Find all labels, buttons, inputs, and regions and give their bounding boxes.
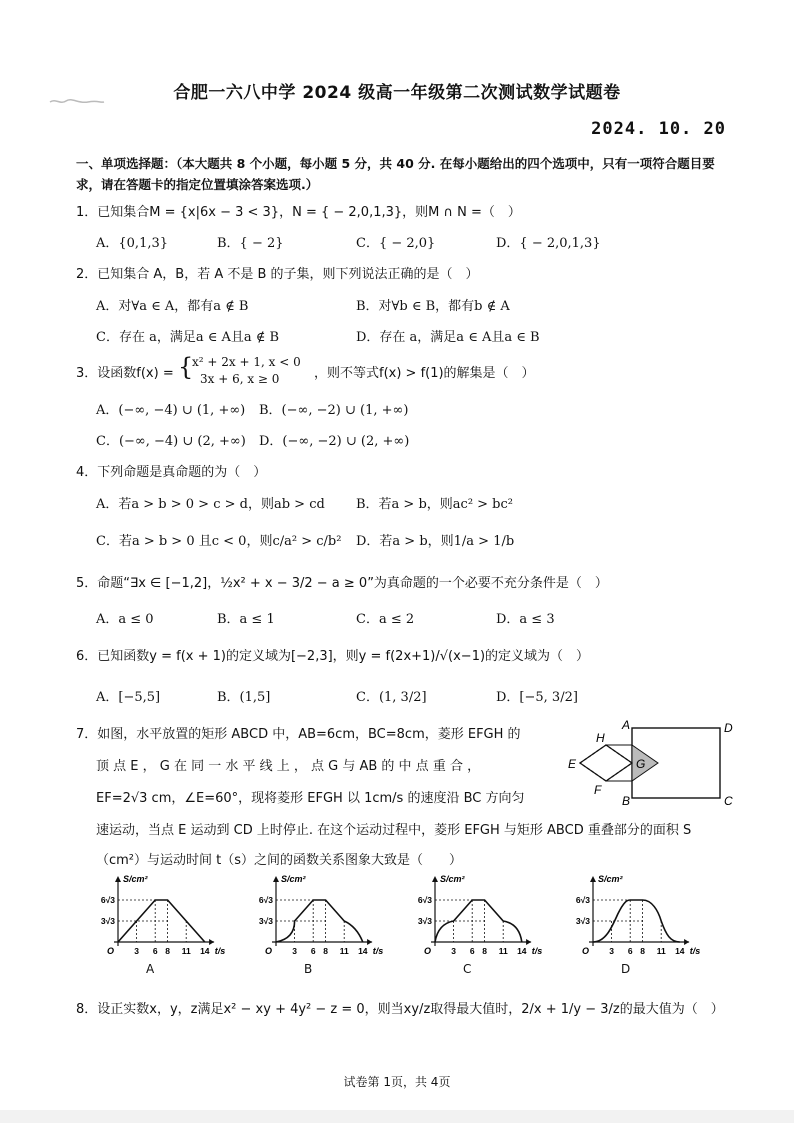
answer-chart-d[interactable] [565,870,705,980]
section-heading: 一、单项选择题：（本大题共 8 个小题，每小题 5 分，共 40 分. 在每小题给出的四个选项中，只有一项符合题目要求，请在答题卡的指定位置填涂答案选项.） [76,156,715,192]
answer-chart-c[interactable] [407,870,547,980]
q5-option-c[interactable]: C．a ≤ 2 [356,612,415,627]
y-axis-arrow [432,876,438,882]
page-footer: 试卷第 1页，共 4页 [343,1075,451,1089]
rhombus-efgh [580,745,632,781]
q4-option-d[interactable]: D．若a > b，则1/a > 1/b [356,534,515,549]
answer-chart-b[interactable] [248,870,388,980]
x-tick-label: 6 [469,946,475,956]
x-axis-arrow [526,939,531,945]
x-tick-label: 3 [609,946,614,956]
q4-option-c[interactable]: C．若a > b > 0 且c < 0，则c/a² > c/b² [96,534,342,549]
q3-stem-prefix: 3．设函数f(x) = [76,366,174,381]
x-tick-label: 14 [517,946,527,956]
q3-stem-suffix: ，则不等式f(x) > f(1)的解集是（ ） [314,366,535,381]
q3-option-c[interactable]: C．(−∞, −4) ∪ (2, +∞) [96,434,246,449]
y-tick-label: 3√3 [258,916,273,926]
x-axis-arrow [209,939,214,945]
q7-line-5: （cm²）与运动时间 t（s）之间的函数关系图象大致是（ ） [96,853,463,868]
y-axis-label: S/cm² [281,874,306,884]
answer-chart-caption-c: C [463,962,472,976]
y-tick-label: 6√3 [417,895,432,905]
y-tick-label: 6√3 [258,895,273,905]
label-C: C [724,794,733,808]
label-A: A [622,718,631,732]
q1-option-c[interactable]: C．{ − 2,0} [356,236,436,251]
label-E: E [568,757,577,771]
x-tick-label: 11 [656,946,666,956]
origin-label: O [582,946,590,956]
x-tick-label: 14 [675,946,685,956]
x-tick-label: 11 [181,946,191,956]
q6-option-a[interactable]: A．[−5,5] [96,690,161,705]
q1-option-d[interactable]: D．{ − 2,0,1,3} [496,236,601,251]
q1-stem: 1．已知集合M = {x|6x − 3 < 3}，N = { − 2,0,1,3}，则M ∩ N =（ ） [76,205,521,220]
label-B: B [622,794,631,808]
y-axis-label: S/cm² [440,874,465,884]
x-tick-label: 11 [339,946,349,956]
x-tick-label: 14 [200,946,210,956]
q6-option-c[interactable]: C．(1, 3/2] [356,690,427,705]
q5-stem: 5．命题“∃x ∈ [−1,2]，½x² + x − 3/2 − a ≥ 0”为真命题的一个必要不充分条件是（ ） [76,576,608,591]
x-tick-label: 3 [451,946,456,956]
bottom-gray-band [0,1110,794,1123]
x-axis-label: t/s [372,946,384,956]
q5-option-d[interactable]: D．a ≤ 3 [496,612,555,627]
q5-option-a[interactable]: A．a ≤ 0 [96,612,154,627]
q1-option-a[interactable]: A．{0,1,3} [96,236,169,251]
x-axis-label: t/s [689,946,701,956]
q3-brace: { [178,353,194,381]
answer-chart-caption-b: B [304,962,313,976]
q7-line-1: 7．如图，水平放置的矩形 ABCD 中，AB=6cm，BC=8cm，菱形 EFGH 的 [76,727,521,742]
x-tick-label: 6 [152,946,158,956]
q6-stem: 6．已知函数y = f(x + 1)的定义域为[−2,3]，则y = f(2x+1)/√(x−1)的定义域为（ ） [76,649,590,664]
y-axis-label: S/cm² [598,874,623,884]
q4-option-a[interactable]: A．若a > b > 0 > c > d，则ab > cd [96,497,325,512]
q8-stem: 8．设正实数x，y，z满足x² − xy + 4y² − z = 0，则当xy/z取得最大值时，2/x + 1/y − 3/z的最大值为（ ） [76,1002,724,1017]
y-axis-arrow [115,876,121,882]
q2-stem: 2．已知集合 A，B，若 A 不是 B 的子集，则下列说法正确的是（ ） [76,267,479,282]
x-axis-label: t/s [214,946,226,956]
q5-option-b[interactable]: B．a ≤ 1 [217,612,275,627]
x-axis-label: t/s [531,946,543,956]
q3-option-b[interactable]: B．(−∞, −2) ∪ (1, +∞) [259,403,409,418]
q4-stem: 4．下列命题是真命题的为（ ） [76,465,267,480]
q7-line-3: EF=2√3 cm，∠E=60°，现将菱形 EFGH 以 1cm/s 的速度沿 BC 方向匀 [96,791,525,806]
q7-geometry-figure [550,718,745,808]
q2-option-b[interactable]: B．对∀b ∈ B，都有b ∉ A [356,299,510,314]
q3-option-a[interactable]: A．(−∞, −4) ∪ (1, +∞) [96,403,246,418]
answer-chart-caption-a: A [146,962,155,976]
origin-label: O [107,946,115,956]
y-tick-label: 6√3 [100,895,115,905]
x-tick-label: 3 [292,946,297,956]
q3-piece-2: 3x + 6, x ≥ 0 [200,372,280,386]
q2-option-a[interactable]: A．对∀a ∈ A，都有a ∉ B [96,299,249,314]
y-axis-label: S/cm² [123,874,148,884]
label-F: F [594,783,602,797]
x-tick-label: 8 [482,946,487,956]
q3-piece-1: x² + 2x + 1, x < 0 [192,355,301,369]
y-tick-label: 3√3 [100,916,115,926]
y-tick-label: 6√3 [575,895,590,905]
x-axis-arrow [367,939,372,945]
q1-option-b[interactable]: B．{ − 2} [217,236,284,251]
y-tick-label: 3√3 [417,916,432,926]
origin-label: O [424,946,432,956]
x-tick-label: 3 [134,946,139,956]
x-tick-label: 8 [640,946,645,956]
label-H: H [596,731,605,745]
x-tick-label: 8 [165,946,170,956]
q4-option-b[interactable]: B．若a > b，则ac² > bc² [356,497,513,512]
rhombus-left-part [580,745,632,781]
label-D: D [724,721,733,735]
y-axis-arrow [273,876,279,882]
q3-option-d[interactable]: D．(−∞, −2) ∪ (2, +∞) [259,434,410,449]
x-tick-label: 11 [498,946,508,956]
origin-label: O [265,946,273,956]
answer-chart-caption-d: D [621,962,631,976]
label-G: G [636,757,646,771]
q6-option-d[interactable]: D．[−5, 3/2] [496,690,578,705]
q7-line-4: 速运动，当点 E 运动到 CD 上时停止. 在这个运动过程中，菱形 EFGH 与矩形 ABCD 重叠部分的面积 S [96,823,692,838]
x-tick-label: 14 [358,946,368,956]
y-axis-arrow [590,876,596,882]
q7-line-2: 顶 点 E ， G 在 同 一 水 平 线 上 ， 点 G 与 AB 的 中 点 重 合 ， [96,759,481,774]
x-tick-label: 8 [323,946,328,956]
exam-date: 2024. 10. 20 [591,119,726,139]
q2-option-d[interactable]: D．存在 a，满足a ∈ A且a ∈ B [356,330,540,345]
x-tick-label: 6 [627,946,633,956]
x-tick-label: 6 [310,946,316,956]
x-axis-arrow [684,939,689,945]
y-tick-label: 3√3 [575,916,590,926]
q2-option-c[interactable]: C．存在 a，满足a ∈ A且a ∉ B [96,330,280,345]
exam-title: 合肥一六八中学 2024 级高一年级第二次测试数学试题卷 [173,83,621,103]
q6-option-b[interactable]: B．(1,5] [217,690,271,705]
answer-chart-a[interactable] [90,870,230,980]
